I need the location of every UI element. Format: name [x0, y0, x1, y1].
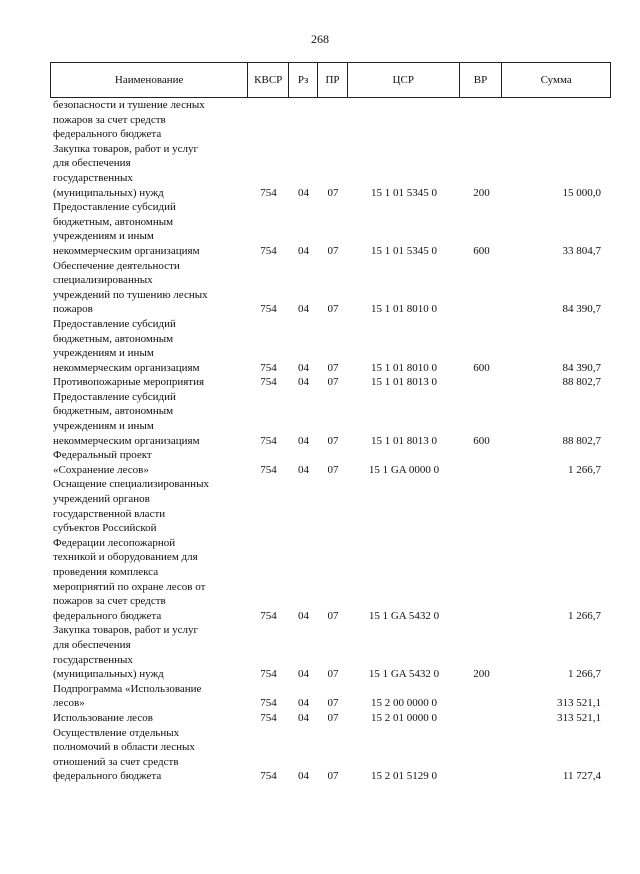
- table-row: [50, 477, 611, 623]
- row-pr: 07: [327, 303, 339, 316]
- row-name: Осуществление отдельных полномочий в области лесных отношений за счет средств федерального бюджета: [53, 726, 195, 783]
- table-row: [50, 375, 611, 390]
- row-pr: 07: [327, 668, 339, 681]
- row-name: Закупка товаров, работ и услуг для обеспечения государственных (муниципальных) нужд: [53, 142, 198, 199]
- row-csr: 15 2 00 0000 0: [371, 697, 437, 710]
- table-row: [50, 711, 611, 726]
- row-pr: 07: [327, 361, 339, 374]
- row-csr: 15 1 01 8010 0: [371, 361, 437, 374]
- row-sum: 88 802,7: [562, 434, 601, 447]
- row-csr: 15 1 01 5345 0: [371, 244, 437, 257]
- row-csr: 15 1 01 8013 0: [371, 376, 437, 389]
- row-rz: 04: [298, 668, 309, 681]
- row-csr: 15 2 01 5129 0: [371, 770, 437, 783]
- row-rz: 04: [298, 376, 309, 389]
- row-sum: 1 266,7: [568, 463, 601, 476]
- row-sum: 33 804,7: [562, 244, 601, 257]
- row-kvsr: 754: [260, 303, 277, 316]
- row-csr: 15 1 GA 5432 0: [368, 668, 440, 681]
- header-vr: ВР: [460, 63, 503, 97]
- table-row: [50, 200, 611, 258]
- row-pr: 07: [327, 186, 339, 199]
- row-rz: 04: [298, 697, 309, 710]
- table-header: [50, 62, 611, 98]
- row-name: Использование лесов: [53, 711, 153, 724]
- row-rz: 04: [298, 186, 309, 199]
- row-rz: 04: [298, 463, 309, 476]
- row-pr: 07: [327, 711, 339, 724]
- row-vr: 600: [473, 434, 490, 447]
- row-sum: 313 521,1: [557, 697, 601, 710]
- row-rz: 04: [298, 303, 309, 316]
- row-kvsr: 754: [260, 668, 277, 681]
- row-sum: 1 266,7: [568, 609, 601, 622]
- row-sum: 313 521,1: [557, 711, 601, 724]
- row-vr: 600: [473, 244, 490, 257]
- row-name: Подпрограмма «Использование лесов»: [53, 682, 202, 710]
- row-pr: 07: [327, 609, 339, 622]
- header-pr: ПР: [318, 63, 348, 97]
- row-name: Оснащение специализированных учреждений органов государственной власти субъектов Российской Федерации лесопожарной техникой и оборудованием для проведения комплекса мероприятий по охране лесов от пожаров за счет средств федерального бюджета: [53, 478, 209, 622]
- row-kvsr: 754: [260, 186, 277, 199]
- row-kvsr: 754: [260, 609, 277, 622]
- row-sum: 84 390,7: [562, 303, 601, 316]
- row-rz: 04: [298, 770, 309, 783]
- row-sum: 11 727,4: [562, 770, 601, 783]
- row-pr: 07: [327, 463, 339, 476]
- row-kvsr: 754: [260, 711, 277, 724]
- header-rz: Рз: [289, 63, 318, 97]
- row-vr: 200: [473, 668, 490, 681]
- row-csr: 15 1 GA 5432 0: [368, 609, 440, 622]
- row-csr: 15 1 GA 0000 0: [368, 463, 440, 476]
- table-row: [50, 623, 611, 681]
- row-rz: 04: [298, 244, 309, 257]
- row-rz: 04: [298, 361, 309, 374]
- budget-table: [50, 62, 611, 784]
- row-pr: 07: [327, 376, 339, 389]
- row-csr: 15 1 01 8010 0: [371, 303, 437, 316]
- header-csr: ЦСР: [348, 63, 460, 97]
- row-vr: 200: [473, 186, 490, 199]
- row-kvsr: 754: [260, 361, 277, 374]
- row-rz: 04: [298, 434, 309, 447]
- table-row: [50, 259, 611, 317]
- header-name: Наименование: [51, 63, 248, 97]
- row-kvsr: 754: [260, 770, 277, 783]
- row-pr: 07: [327, 434, 339, 447]
- page-number: 268: [311, 32, 329, 46]
- table-row: [50, 98, 611, 142]
- row-pr: 07: [327, 244, 339, 257]
- table-row: [50, 682, 611, 711]
- header-sum: Сумма: [540, 74, 572, 86]
- row-name: безопасности и тушение лесных пожаров за счет средств федерального бюджета: [53, 99, 205, 141]
- row-kvsr: 754: [260, 697, 277, 710]
- table-body: [50, 98, 611, 784]
- header-kvsr: КВСР: [248, 63, 289, 97]
- row-sum: 1 266,7: [568, 668, 601, 681]
- row-sum: 88 802,7: [562, 376, 601, 389]
- table-row: [50, 317, 611, 375]
- row-csr: 15 2 01 0000 0: [371, 711, 437, 724]
- row-name: Закупка товаров, работ и услуг для обеспечения государственных (муниципальных) нужд: [53, 624, 198, 681]
- row-csr: 15 1 01 5345 0: [371, 186, 437, 199]
- row-sum: 84 390,7: [562, 361, 601, 374]
- table-row: [50, 726, 611, 784]
- row-name: Федеральный проект «Сохранение лесов»: [53, 449, 152, 476]
- row-kvsr: 754: [260, 376, 277, 389]
- row-rz: 04: [298, 711, 309, 724]
- row-kvsr: 754: [260, 463, 277, 476]
- row-vr: 600: [473, 361, 490, 374]
- row-sum: 15 000,0: [562, 186, 601, 199]
- row-name: Предоставление субсидий бюджетным, автономным учреждениям и иным некоммерческим организациям: [53, 317, 200, 374]
- table-row: [50, 142, 611, 200]
- table-row: [50, 448, 611, 477]
- row-name: Предоставление субсидий бюджетным, автономным учреждениям и иным некоммерческим организациям: [53, 390, 200, 447]
- row-name: Предоставление субсидий бюджетным, автономным учреждениям и иным некоммерческим организациям: [53, 201, 200, 257]
- row-kvsr: 754: [260, 244, 277, 257]
- row-kvsr: 754: [260, 434, 277, 447]
- row-rz: 04: [298, 609, 309, 622]
- row-pr: 07: [327, 697, 339, 710]
- row-name: Обеспечение деятельности специализированных учреждений по тушению лесных пожаров: [53, 259, 208, 316]
- table-row: [50, 390, 611, 448]
- row-name: Противопожарные мероприятия: [53, 376, 205, 389]
- row-csr: 15 1 01 8013 0: [371, 434, 437, 447]
- row-pr: 07: [327, 770, 339, 783]
